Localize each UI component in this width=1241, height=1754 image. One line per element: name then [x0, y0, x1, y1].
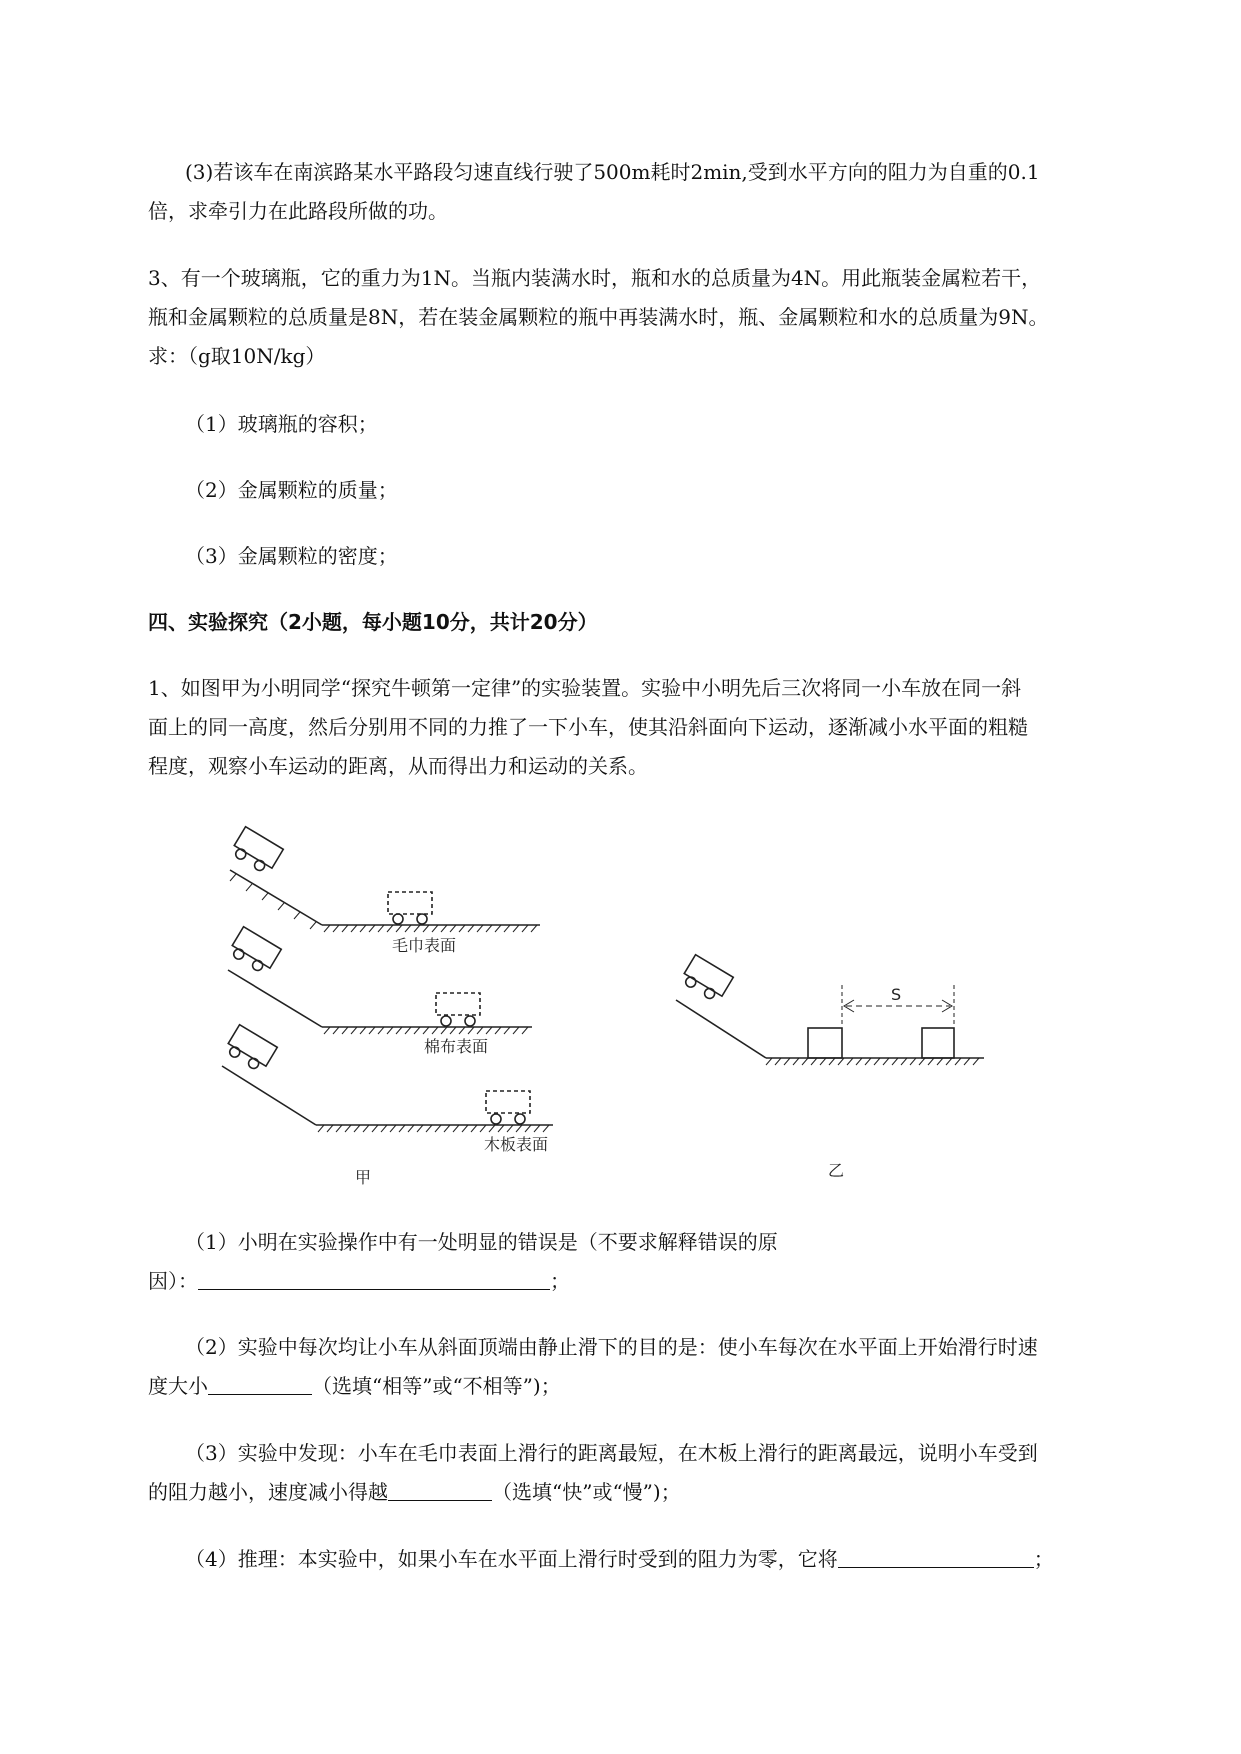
hatch-mark — [775, 1058, 781, 1065]
hatch-mark — [324, 1027, 330, 1034]
exp1-line1: 1、如图甲为小明同学“探究牛顿第一定律”的实验装置。实验中小明先后三次将同一小车放在同一斜 — [148, 676, 1022, 700]
hatch-mark — [363, 1125, 369, 1132]
incline-cotton — [228, 927, 532, 1027]
question4-line1 — [185, 1549, 1185, 1569]
hatch-mark — [495, 925, 501, 932]
hatch-mark — [318, 1125, 324, 1132]
hatch-mark — [892, 1058, 898, 1065]
hatch-mark — [522, 1027, 528, 1034]
hatch-mark — [381, 1125, 387, 1132]
question1-line2 — [148, 1271, 1148, 1291]
hatch-mark — [333, 1027, 339, 1034]
question3-line2-suffix: （选填“快”或“慢”)； — [492, 1480, 681, 1504]
hatch-mark — [423, 925, 429, 932]
hatch-mark — [327, 1125, 333, 1132]
hatch-mark — [387, 925, 393, 932]
hatch-mark — [459, 925, 465, 932]
hatch-mark — [543, 1125, 549, 1132]
hatch-mark — [811, 1058, 817, 1065]
hatch-mark — [477, 925, 483, 932]
hatch-mark — [865, 1058, 871, 1065]
hatch-mark — [450, 1027, 456, 1034]
hatch-mark — [453, 1125, 459, 1132]
hatch-mark — [396, 1027, 402, 1034]
hatch-mark — [342, 925, 348, 932]
hatch-mark — [372, 1125, 378, 1132]
hatch-mark — [459, 1027, 465, 1034]
label-yi: 乙 — [828, 1161, 845, 1180]
hatch-mark — [333, 925, 339, 932]
question3-line1: （3）实验中发现：小车在毛巾表面上滑行的距离最短，在木板上滑行的距离最远，说明小车受到 — [185, 1441, 1038, 1465]
hatch-mark — [471, 1125, 477, 1132]
hatch-mark — [387, 1027, 393, 1034]
q3-sub1: （1）玻璃瓶的容积； — [185, 412, 378, 436]
part3-q3-line1: (3)若该车在南滨路某水平路段匀速直线行驶了500m耗时2min,受到水平方向的阻力为自重的0.1 — [185, 160, 1040, 184]
hatch-mark — [324, 925, 330, 932]
hatch-mark — [399, 1125, 405, 1132]
question2-line1: （2）实验中每次均让小车从斜面顶端由静止滑下的目的是：使小车每次在水平面上开始滑行时速 — [185, 1335, 1038, 1359]
question3-line2-prefix: 的阻力越小，速度减小得越 — [148, 1480, 388, 1504]
hatch-mark — [360, 925, 366, 932]
question2-line2-prefix: 度大小 — [148, 1374, 208, 1398]
hatch-mark — [477, 1027, 483, 1034]
hatch-mark — [360, 1027, 366, 1034]
hatch-mark — [417, 1125, 423, 1132]
hatch-mark — [919, 1058, 925, 1065]
hatch-mark — [516, 1125, 522, 1132]
hatch-mark — [450, 925, 456, 932]
hatch-mark — [793, 1058, 799, 1065]
hatch-mark — [336, 1125, 342, 1132]
hatch-mark — [423, 1027, 429, 1034]
hatch-mark — [766, 1058, 772, 1065]
question2-line2 — [148, 1376, 1148, 1396]
exp1-line3: 程度，观察小车运动的距离，从而得出力和运动的关系。 — [148, 754, 648, 778]
label-jia: 甲 — [355, 1168, 372, 1187]
question4-line1-text: （4）推理：本实验中，如果小车在水平面上滑行时受到的阻力为零，它将 — [185, 1547, 838, 1571]
hatch-mark — [937, 1058, 943, 1065]
question4-end: ； — [1033, 1547, 1054, 1571]
hatch-mark — [405, 1027, 411, 1034]
hatch-mark — [468, 925, 474, 932]
hatch-mark — [498, 1125, 504, 1132]
hatch-mark — [504, 925, 510, 932]
hatch-mark — [784, 1058, 790, 1065]
hatch-mark — [513, 1027, 519, 1034]
hatch-mark — [345, 1125, 351, 1132]
incline-wood — [222, 1025, 553, 1125]
q3-sub3: （3）金属颗粒的密度； — [185, 544, 398, 568]
part3-q3-line2: 倍，求牵引力在此路段所做的功。 — [148, 199, 448, 223]
hatch-mark — [946, 1058, 952, 1065]
incline-towel — [230, 827, 540, 929]
question1-line1: （1）小明在实验操作中有一处明显的错误是（不要求解释错误的原 — [185, 1230, 778, 1254]
hatch-mark — [441, 1027, 447, 1034]
hatch-mark — [369, 925, 375, 932]
hatch-mark — [369, 1027, 375, 1034]
hatch-mark — [441, 925, 447, 932]
answer-blank-4[interactable] — [838, 1549, 1034, 1568]
hatch-mark — [531, 925, 537, 932]
hatch-mark — [396, 925, 402, 932]
q3-line1: 3、有一个玻璃瓶，它的重力为1N。当瓶内装满水时，瓶和水的总质量为4N。用此瓶装金属粒若干， — [148, 266, 1042, 290]
hatch-mark — [480, 1125, 486, 1132]
hatch-mark — [435, 1125, 441, 1132]
question1-end: ； — [550, 1269, 570, 1293]
hatch-mark — [847, 1058, 853, 1065]
label-distance-s: S — [891, 985, 902, 1004]
hatch-mark — [414, 1027, 420, 1034]
exp1-line2: 面上的同一高度，然后分别用不同的力推了一下小车，使其沿斜面向下运动，逐渐减小水平面的粗糙 — [148, 715, 1028, 739]
hatch-mark — [486, 1027, 492, 1034]
hatch-mark — [883, 1058, 889, 1065]
hatch-mark — [378, 1027, 384, 1034]
hatch-mark — [964, 1058, 970, 1065]
hatch-mark — [874, 1058, 880, 1065]
hatch-mark — [486, 925, 492, 932]
hatch-mark — [829, 1058, 835, 1065]
hatch-mark — [432, 1027, 438, 1034]
question1-line2-text: 因）： — [148, 1269, 198, 1293]
hatch-mark — [444, 1125, 450, 1132]
hatch-mark — [513, 925, 519, 932]
label-wood: 木板表面 — [484, 1135, 549, 1154]
hatch-mark — [489, 1125, 495, 1132]
hatch-mark — [351, 925, 357, 932]
hatch-mark — [426, 1125, 432, 1132]
hatch-mark — [534, 1125, 540, 1132]
hatch-mark — [354, 1125, 360, 1132]
hatch-mark — [390, 1125, 396, 1132]
hatch-mark — [468, 1027, 474, 1034]
hatch-mark — [910, 1058, 916, 1065]
hatch-mark — [495, 1027, 501, 1034]
hatch-mark — [414, 925, 420, 932]
hatch-mark — [856, 1058, 862, 1065]
hatch-mark — [901, 1058, 907, 1065]
section4-heading: 四、实验探究（2小题，每小题10分，共计20分） — [148, 610, 598, 634]
question3-line2 — [148, 1482, 1148, 1502]
q3-line3: 求：（g取10N/kg） — [148, 344, 326, 368]
hatch-mark — [820, 1058, 826, 1065]
question2-line2-suffix: （选填“相等”或“不相等”)； — [312, 1374, 561, 1398]
answer-blank-1[interactable] — [198, 1271, 550, 1290]
hatch-mark — [525, 1125, 531, 1132]
hatch-mark — [342, 1027, 348, 1034]
hatch-mark — [973, 1058, 979, 1065]
q3-sub2: （2）金属颗粒的质量； — [185, 478, 398, 502]
hatch-mark — [838, 1058, 844, 1065]
hatch-mark — [408, 1125, 414, 1132]
hatch-mark — [504, 1027, 510, 1034]
label-towel: 毛巾表面 — [392, 936, 457, 955]
hatch-mark — [802, 1058, 808, 1065]
hatch-mark — [928, 1058, 934, 1065]
hatch-mark — [507, 1125, 513, 1132]
hatch-mark — [405, 925, 411, 932]
hatch-mark — [522, 925, 528, 932]
hatch-mark — [351, 1027, 357, 1034]
q3-line2: 瓶和金属颗粒的总质量是8N，若在装金属颗粒的瓶中再装满水时，瓶、金属颗粒和水的总质量为9N。 — [148, 305, 1049, 329]
hatch-mark — [462, 1125, 468, 1132]
hatch-mark — [378, 925, 384, 932]
incline-yi — [676, 955, 984, 1058]
answer-blank-2[interactable] — [208, 1376, 312, 1395]
hatch-mark — [432, 925, 438, 932]
label-cotton: 棉布表面 — [424, 1037, 489, 1056]
hatch-mark — [955, 1058, 961, 1065]
answer-blank-3[interactable] — [388, 1482, 492, 1501]
